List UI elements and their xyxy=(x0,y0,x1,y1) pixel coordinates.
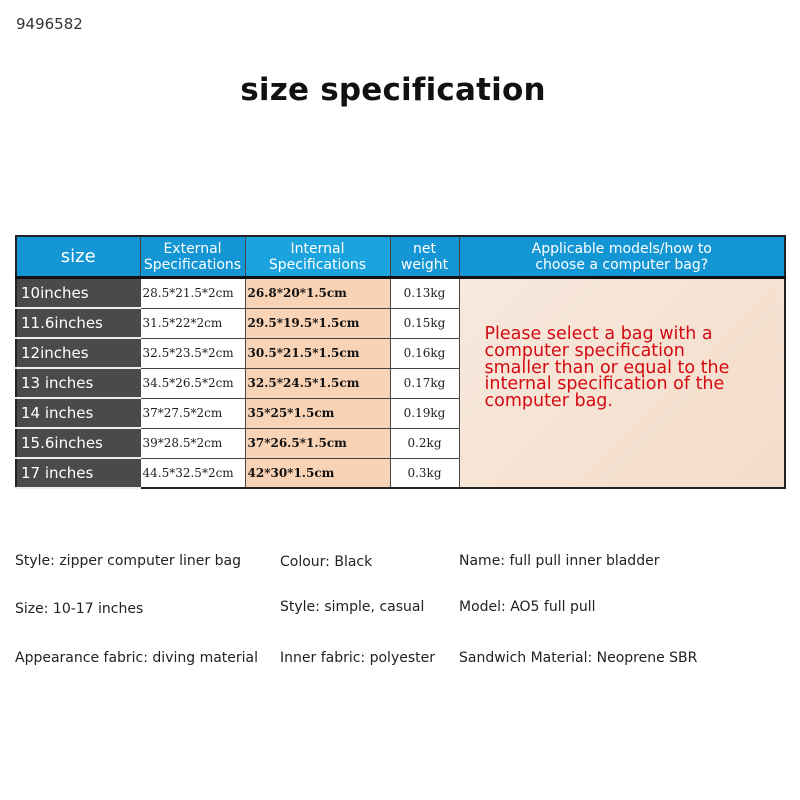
row-weight: 0.16kg xyxy=(390,338,459,368)
row-size: 14 inches xyxy=(16,398,140,428)
row-size: 10inches xyxy=(16,278,140,309)
table-header-row xyxy=(16,236,785,278)
row-internal: 37*26.5*1.5cm xyxy=(245,428,390,458)
row-internal: 42*30*1.5cm xyxy=(245,458,390,488)
header-internal xyxy=(245,236,390,278)
row-internal: 32.5*24.5*1.5cm xyxy=(245,368,390,398)
row-size: 12inches xyxy=(16,338,140,368)
row-size: 17 inches xyxy=(16,458,140,488)
row-external: 28.5*21.5*2cm xyxy=(140,278,245,309)
product-code: 9496582 xyxy=(16,15,83,33)
selection-note: Please select a bag with a computer specification smaller than or equal to the internal specification of the computer bag. xyxy=(484,324,730,412)
row-external: 39*28.5*2cm xyxy=(140,428,245,458)
row-external: 44.5*32.5*2cm xyxy=(140,458,245,488)
header-weight-line2: weight xyxy=(400,256,449,273)
page-title: size specification xyxy=(240,72,546,108)
row-internal: 35*25*1.5cm xyxy=(245,398,390,428)
row-weight: 0.2kg xyxy=(390,428,459,458)
header-size: size xyxy=(16,236,140,278)
size-spec-table xyxy=(15,235,786,489)
spec-colour: Colour: Black xyxy=(280,554,373,570)
spec-sandwich-material: Sandwich Material: Neoprene SBR xyxy=(459,650,698,666)
header-external xyxy=(140,236,245,278)
spec-name: Name: full pull inner bladder xyxy=(459,553,660,569)
spec-style: Style: zipper computer liner bag xyxy=(15,553,241,569)
row-external: 34.5*26.5*2cm xyxy=(140,368,245,398)
header-internal-line1: Internal xyxy=(290,240,345,257)
row-weight: 0.17kg xyxy=(390,368,459,398)
row-weight: 0.19kg xyxy=(390,398,459,428)
row-size: 15.6inches xyxy=(16,428,140,458)
row-weight: 0.13kg xyxy=(390,278,459,309)
header-models-line2: choose a computer bag? xyxy=(535,256,709,273)
row-internal: 26.8*20*1.5cm xyxy=(245,278,390,309)
selection-note-cell xyxy=(459,278,785,489)
spec-style-casual: Style: simple, casual xyxy=(280,599,425,615)
row-size: 13 inches xyxy=(16,368,140,398)
header-weight-line1: net xyxy=(413,240,436,257)
row-weight: 0.3kg xyxy=(390,458,459,488)
spec-appearance-fabric: Appearance fabric: diving material xyxy=(15,650,259,666)
row-external: 31.5*22*2cm xyxy=(140,308,245,338)
spec-inner-fabric: Inner fabric: polyester xyxy=(280,650,435,666)
header-models xyxy=(459,236,785,278)
table-row xyxy=(16,278,785,309)
row-external: 37*27.5*2cm xyxy=(140,398,245,428)
row-internal: 30.5*21.5*1.5cm xyxy=(245,338,390,368)
spec-size: Size: 10-17 inches xyxy=(15,601,144,617)
header-weight xyxy=(390,236,459,278)
spec-model: Model: AO5 full pull xyxy=(459,599,596,615)
row-size: 11.6inches xyxy=(16,308,140,338)
row-external: 32.5*23.5*2cm xyxy=(140,338,245,368)
header-internal-line2: Specifications xyxy=(268,256,367,273)
header-external-line2: Specifications xyxy=(143,256,242,273)
header-models-line1: Applicable models/how to xyxy=(531,240,712,257)
row-internal: 29.5*19.5*1.5cm xyxy=(245,308,390,338)
row-weight: 0.15kg xyxy=(390,308,459,338)
header-external-line1: External xyxy=(163,240,222,257)
